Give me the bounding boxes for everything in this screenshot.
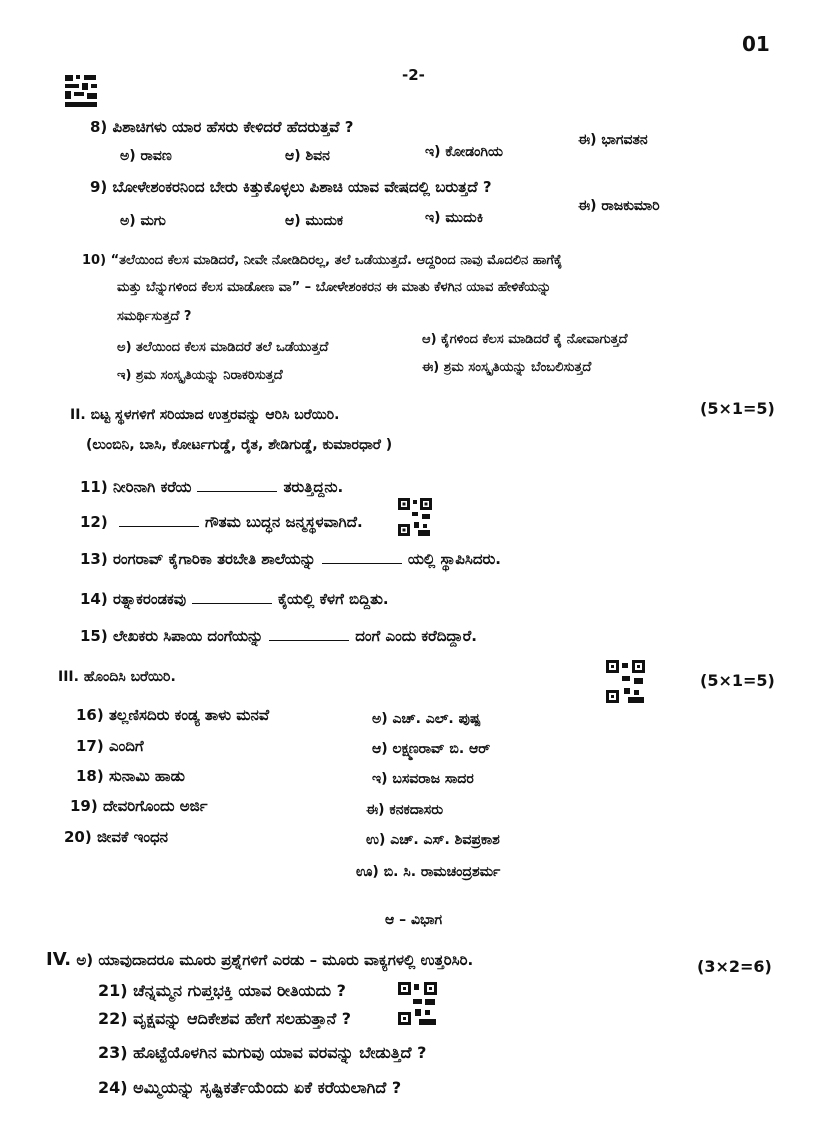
q9-option-a: ಅ) ಮಗು — [120, 213, 166, 229]
blank-13[interactable] — [322, 549, 402, 564]
match-right-a: ಅ) ಎಚ್. ಎಲ್. ಪುಷ್ಪ — [372, 711, 481, 727]
blank-14[interactable] — [192, 589, 272, 604]
question-24: 24) ಅಮ್ಮಿಯನ್ನು ಸೃಷ್ಟಿಕರ್ತೆಯೆಂದು ಏಕೆ ಕರೆಯಲಾಗಿದೆ ? — [98, 1078, 402, 1097]
qr-code-icon — [606, 660, 646, 704]
question-10-line1: 10) “ತಲೆಯಿಂದ ಕೆಲಸ ಮಾಡಿದರೆ, ನೀವೇ ನೋಡಿದಿರಲ್ಲ, ತಲೆ ಒಡೆಯುತ್ತದೆ. ಆದ್ದರಿಂದ ನಾವು ಮೊದಲಿನ ಹಾಗೆಕೈ — [82, 253, 563, 268]
q8-option-d: ಈ) ಭಾಗವತನ — [578, 132, 648, 148]
q9-option-c: ಇ) ಮುದುಕಿ — [425, 210, 484, 226]
match-left-20: 20) ಜೀವಕೆ ಇಂಧನ — [64, 828, 168, 846]
page-number: 01 — [742, 32, 770, 56]
corner-barcode-icon — [64, 74, 98, 108]
question-23: 23) ಹೊಟ್ಟೆಯೊಳಗಿನ ಮಗುವು ಯಾವ ವರವನ್ನು ಬೇಡುತ್ತಿದೆ ? — [98, 1043, 427, 1062]
match-right-e: ಉ) ಎಚ್. ಎಸ್. ಶಿವಪ್ರಕಾಶ — [366, 832, 500, 848]
q10-option-a: ಅ) ತಲೆಯಿಂದ ಕೆಲಸ ಮಾಡಿದರೆ ತಲೆ ಒಡೆಯುತ್ತದೆ — [117, 340, 329, 355]
question-22: 22) ವೃಕ್ಷವನ್ನು ಆದಿಕೇಶವ ಹೇಗೆ ಸಲಹುತ್ತಾನೆ ? — [98, 1009, 352, 1028]
question-15: 15) ಲೇಖಕರು ಸಿಪಾಯಿ ದಂಗೆಯನ್ನು ದಂಗೆ ಎಂದು ಕರೆದಿದ್ದಾರೆ. — [80, 627, 477, 645]
section-iv-marks: (3×2=6) — [697, 957, 772, 976]
section-iii-title: III. ಹೊಂದಿಸಿ ಬರೆಯಿರಿ. — [58, 669, 176, 685]
blank-12[interactable] — [119, 512, 199, 527]
match-left-17: 17) ಎಂದಿಗೆ — [76, 737, 144, 755]
word-bank: (ಲುಂಬಿನಿ, ಬಾಸಿ, ಕೋರ್ಟಗುಡ್ಡೆ, ರೈತ, ಶೇಡಿಗುಡ್ಡೆ, ಕುಮಾರಧಾರೆ ) — [86, 437, 393, 453]
question-14: 14) ರತ್ನಾಕರಂಡಕವು ಕೈಯಲ್ಲಿ ಕೆಳಗೆ ಬಿದ್ದಿತು. — [80, 590, 389, 608]
center-page-number: -2- — [402, 66, 425, 84]
section-b-heading: ಆ – ವಿಭಾಗ — [385, 912, 443, 928]
blank-11[interactable] — [197, 477, 277, 492]
q9-option-d: ಈ) ರಾಜಕುಮಾರಿ — [578, 198, 660, 214]
qr-code-icon — [398, 498, 434, 538]
q8-option-c: ಇ) ಕೋಡಂಗಿಯ — [425, 144, 503, 160]
question-10-line2: ಮತ್ತು ಬೆನ್ನುಗಳಿಂದ ಕೆಲಸ ಮಾಡೋಣ ವಾ” – ಬೋಳೇಶಂಕರನ ಈ ಮಾತು ಕೆಳಗಿನ ಯಾವ ಹೇಳಿಕೆಯನ್ನು — [117, 280, 552, 295]
q8-option-b: ಆ) ಶಿವನ — [285, 148, 330, 164]
question-10-line3: ಸಮರ್ಥಿಸುತ್ತದೆ ? — [117, 309, 192, 324]
section-iv-title: IV. ಅ) ಯಾವುದಾದರೂ ಮೂರು ಪ್ರಶ್ನೆಗಳಿಗೆ ಎರಡು – ಮೂರು ವಾಕ್ಯಗಳಲ್ಲಿ ಉತ್ತರಿಸಿರಿ. — [46, 949, 474, 970]
question-12: 12) ಗೌತಮ ಬುದ್ಧನ ಜನ್ಮಸ್ಥಳವಾಗಿದೆ. — [80, 513, 363, 531]
question-21: 21) ಚೆನ್ನಮ್ಮನ ಗುಪ್ತಭಕ್ತಿ ಯಾವ ರೀತಿಯದು ? — [98, 981, 346, 1000]
match-right-c: ಇ) ಬಸವರಾಜ ಸಾದರ — [372, 771, 474, 787]
q8-option-a: ಅ) ರಾವಣ — [120, 148, 172, 164]
match-left-19: 19) ದೇವರಿಗೊಂದು ಅರ್ಜಿ — [70, 797, 208, 815]
match-right-d: ಈ) ಕನಕದಾಸರು — [366, 802, 444, 818]
section-ii-title: II. ಬಿಟ್ಟ ಸ್ಥಳಗಳಿಗೆ ಸರಿಯಾದ ಉತ್ತರವನ್ನು ಆರಿಸಿ ಬರೆಯಿರಿ. — [70, 407, 340, 423]
q9-option-b: ಆ) ಮುದುಕ — [285, 213, 344, 229]
question-11: 11) ನೀರಿನಾಗಿ ಕರೆಯ ತರುತ್ತಿದ್ದನು. — [80, 478, 344, 496]
match-right-f: ಊ) ಬಿ. ಸಿ. ರಾಮಚಂದ್ರಶರ್ಮ — [356, 864, 501, 880]
section-ii-marks: (5×1=5) — [700, 399, 775, 418]
question-9: 9) ಬೋಳೇಶಂಕರನಿಂದ ಬೇರು ಕಿತ್ತುಕೊಳ್ಳಲು ಪಿಶಾಚಿ ಯಾವ ವೇಷದಲ್ಲಿ ಬರುತ್ತದೆ ? — [90, 178, 492, 196]
q10-option-c: ಇ) ಶ್ರಮ ಸಂಸ್ಕೃತಿಯನ್ನು ನಿರಾಕರಿಸುತ್ತದೆ — [117, 368, 283, 383]
section-iii-marks: (5×1=5) — [700, 671, 775, 690]
q10-option-d: ಈ) ಶ್ರಮ ಸಂಸ್ಕೃತಿಯನ್ನು ಬೆಂಬಲಿಸುತ್ತದೆ — [422, 360, 592, 375]
question-8: 8) ಪಿಶಾಚಿಗಳು ಯಾರ ಹೆಸರು ಕೇಳಿದರೆ ಹೆದರುತ್ತವೆ ? — [90, 118, 354, 136]
question-13: 13) ರಂಗರಾವ್ ಕೈಗಾರಿಕಾ ತರಬೇತಿ ಶಾಲೆಯನ್ನು ಯಲ್ಲಿ ಸ್ಥಾಪಿಸಿದರು. — [80, 550, 501, 568]
qr-code-icon — [398, 982, 438, 1026]
q10-option-b: ಆ) ಕೈಗಳಿಂದ ಕೆಲಸ ಮಾಡಿದರೆ ಕೈ ನೋವಾಗುತ್ತದೆ — [422, 332, 628, 347]
match-left-18: 18) ಸುನಾಮಿ ಹಾಡು — [76, 767, 185, 785]
match-right-b: ಆ) ಲಕ್ಷ್ಮಣರಾವ್ ಬಿ. ಆರ್ — [372, 741, 491, 757]
blank-15[interactable] — [269, 626, 349, 641]
match-left-16: 16) ತಲ್ಲಣಿಸದಿರು ಕಂಡ್ಯ ತಾಳು ಮನವೆ — [76, 706, 270, 724]
